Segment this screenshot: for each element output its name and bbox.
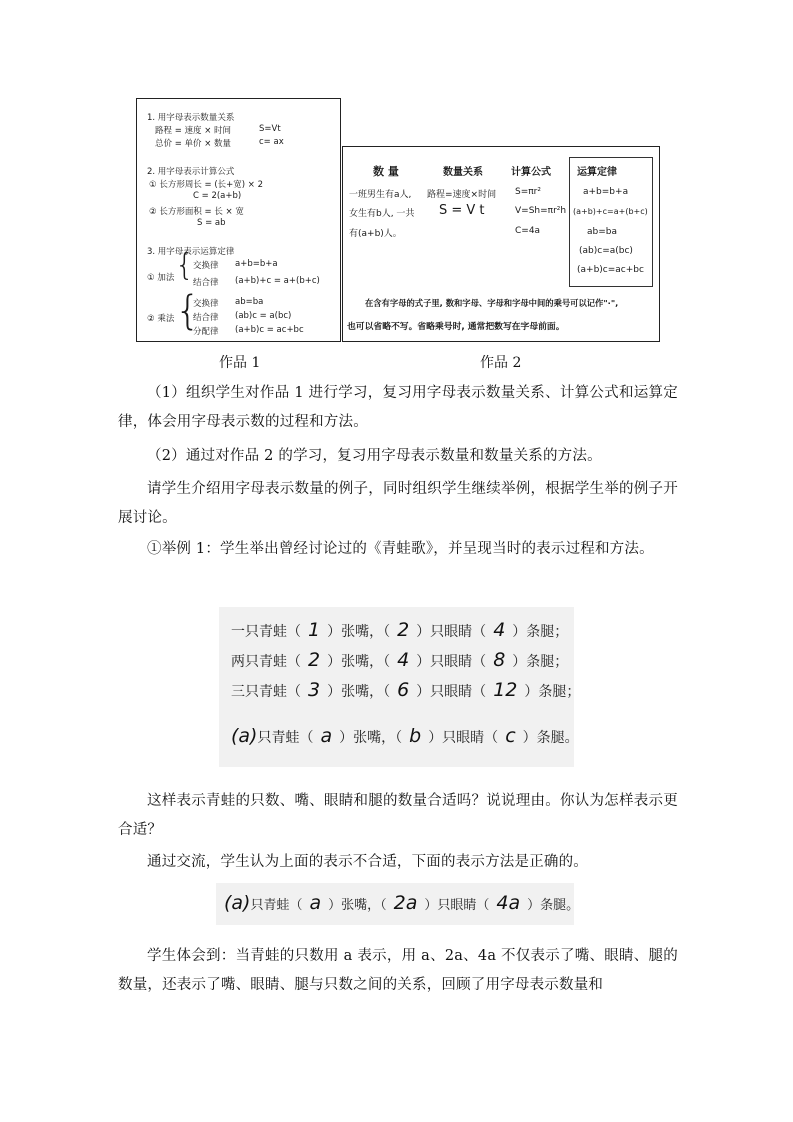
work2-col3-line2: V=Sh=πr²h bbox=[515, 206, 567, 216]
work1-mul-rule3: 分配律 bbox=[193, 327, 219, 337]
frog-row-3: 三只青蛙（ 3 ）张嘴，（ 6 ）只眼睛（ 12 ）条腿； bbox=[231, 679, 581, 701]
work1-s2-line3: ② 长方形面积 = 长 × 宽 bbox=[149, 207, 244, 217]
work1-s2-line4: S = ab bbox=[197, 218, 226, 228]
work2-col4-line5: (a+b)c=ac+bc bbox=[577, 265, 644, 275]
paragraph-1: （1）组织学生对作品 1 进行学习，复习用字母表示数量关系、计算公式和运算定律，体会用字母表示数的过程和方法。 bbox=[118, 385, 678, 430]
work1-add-rule1: 交换律 bbox=[193, 261, 219, 271]
work2-col2-line1: 路程=速度×时间 bbox=[427, 190, 497, 200]
work2-note-line1: 在含有字母的式子里, 数和字母、字母和字母中间的乘号可以记作"·", bbox=[365, 298, 619, 308]
work1-mul-label: ② 乘法 bbox=[147, 314, 175, 324]
work1-s2-line1: ① 长方形周长 = (长+宽) × 2 bbox=[149, 180, 264, 190]
work1-s2-title: 2. 用字母表示计算公式 bbox=[147, 167, 235, 177]
work1-caption: 作品 1 bbox=[219, 355, 261, 371]
work1-s1-line2: 总价 = 单价 × 数量 bbox=[155, 139, 232, 149]
work1-s3-title: 3. 用字母表示运算定律 bbox=[147, 247, 235, 257]
work2-col2-line2: S = V t bbox=[439, 203, 485, 218]
work2-col4-line1: a+b=b+a bbox=[583, 187, 629, 197]
work1-mul-rule2: 结合律 bbox=[193, 313, 219, 323]
work1-add-brace: { bbox=[175, 248, 195, 283]
paragraph-7: 学生体会到：当青蛙的只数用 a 表示，用 a、2a、4a 不仅表示了嘴、眼睛、腿的数量，还表示了嘴、眼睛、腿与只数之间的关系，回顾了用字母表示数量和 bbox=[118, 948, 678, 993]
work1-add-rule2-formula: (a+b)+c = a+(b+c) bbox=[235, 276, 320, 286]
work1-s2-line2: C = 2(a+b) bbox=[193, 191, 242, 201]
frog-row-2: 两只青蛙（ 2 ）张嘴，（ 4 ）只眼睛（ 8 ）条腿； bbox=[231, 649, 569, 671]
frog-song-photo-1 bbox=[219, 607, 581, 767]
paragraph-5: 这样表示青蛙的只数、嘴、眼睛和腿的数量合适吗？说说理由。你认为怎样表示更合适？ bbox=[118, 793, 678, 838]
frog-answer-row: (a)只青蛙（ a ）张嘴，（ 2a ）只眼睛（ 4a ）条腿。 bbox=[224, 892, 580, 914]
work2-header-formula: 计算公式 bbox=[511, 167, 551, 178]
work1-card bbox=[136, 98, 341, 342]
work2-caption: 作品 2 bbox=[480, 355, 522, 371]
work1-mul-rule3-formula: (a+b)c = ac+bc bbox=[235, 325, 304, 335]
frog-song-photo-2 bbox=[216, 883, 580, 925]
paragraph-4: ①举例 1：学生举出曾经讨论过的《青蛙歌》，并呈现当时的表示过程和方法。 bbox=[147, 541, 654, 557]
work1-s1-line2-formula: c= ax bbox=[259, 137, 284, 147]
work2-col1-line3: 有(a+b)人。 bbox=[349, 229, 402, 239]
frog-row-1: 一只青蛙（ 1 ）张嘴，（ 2 ）只眼睛（ 4 ）条腿； bbox=[231, 619, 569, 641]
work1-mul-rule1-formula: ab=ba bbox=[235, 297, 264, 307]
work2-col1-line1: 一班男生有a人, bbox=[349, 190, 412, 200]
work2-col3-line1: S=πr² bbox=[515, 187, 541, 197]
work1-add-label: ① 加法 bbox=[147, 273, 175, 283]
work2-col1-line2: 女生有b人, 一共 bbox=[349, 209, 415, 219]
work2-card bbox=[342, 146, 660, 342]
work2-col4-line2: (a+b)+c=a+(b+c) bbox=[573, 207, 648, 216]
work2-header-relation: 数量关系 bbox=[443, 167, 483, 178]
work1-mul-brace: { bbox=[175, 288, 201, 334]
work2-header-quantity: 数 量 bbox=[373, 165, 399, 178]
work1-mul-rule1: 交换律 bbox=[193, 299, 219, 309]
work1-s1-line1: 路程 = 速度 × 时间 bbox=[155, 126, 232, 136]
work1-mul-rule2-formula: (ab)c = a(bc) bbox=[235, 311, 292, 321]
frog-row-4: (a)只青蛙（ a ）张嘴，（ b ）只眼睛（ c ）条腿。 bbox=[231, 725, 579, 747]
work1-add-rule1-formula: a+b=b+a bbox=[235, 259, 278, 269]
paragraph-2: （2）通过对作品 2 的学习，复习用字母表示数量和数量关系的方法。 bbox=[147, 448, 602, 464]
work2-note-line2: 也可以省略不写。省略乘号时, 通常把数写在字母前面。 bbox=[347, 322, 565, 332]
work2-col3-line3: C=4a bbox=[515, 226, 541, 236]
work2-header-laws: 运算定律 bbox=[577, 167, 617, 178]
work1-add-rule2: 结合律 bbox=[193, 278, 219, 288]
work2-col4-line4: (ab)c=a(bc) bbox=[579, 246, 633, 256]
work1-s1-line1-formula: S=Vt bbox=[259, 124, 281, 134]
paragraph-6: 通过交流，学生认为上面的表示不合适，下面的表示方法是正确的。 bbox=[147, 854, 588, 870]
work2-col4-line3: ab=ba bbox=[587, 227, 617, 237]
work1-s1-title: 1. 用字母表示数量关系 bbox=[147, 113, 235, 123]
paragraph-3: 请学生介绍用字母表示数量的例子，同时组织学生继续举例，根据学生举的例子开展讨论。 bbox=[118, 481, 678, 526]
